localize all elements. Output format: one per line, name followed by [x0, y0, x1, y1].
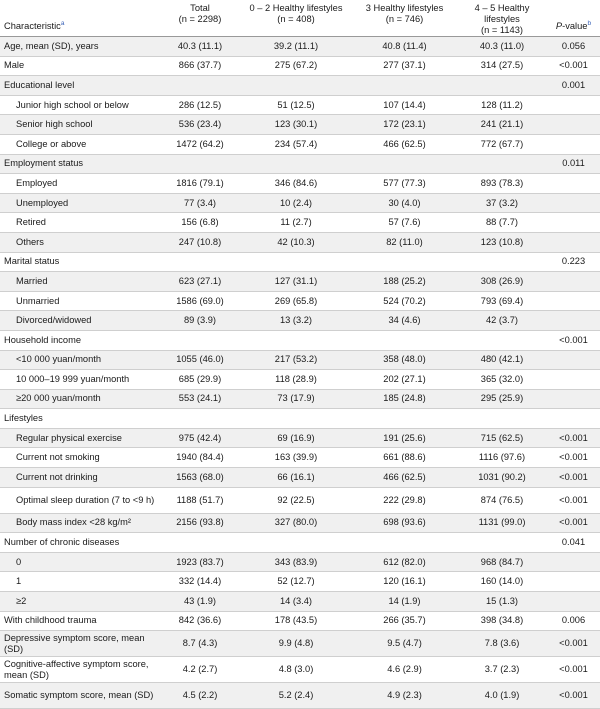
cell-group-3: 4.6 (2.9) [352, 657, 457, 683]
row-label: Educational level [0, 76, 160, 96]
cell-group-3: 40.8 (11.4) [352, 37, 457, 57]
header-group-0-2: 0 – 2 Healthy lifestyles (n = 408) [240, 0, 352, 37]
cell-p-value: <0.001 [547, 657, 600, 683]
cell-group-0-2 [240, 409, 352, 429]
cell-group-4-5 [457, 252, 547, 272]
cell-group-4-5 [457, 76, 547, 96]
cell-p-value [547, 115, 600, 135]
cell-group-4-5: 893 (78.3) [457, 174, 547, 194]
table-row [0, 193, 600, 213]
table-row [0, 428, 600, 448]
cell-group-0-2 [240, 330, 352, 350]
cell-group-3 [352, 330, 457, 350]
row-label: Somatic symptom score, mean (SD) [0, 683, 160, 709]
cell-p-value: 0.056 [547, 37, 600, 57]
row-label: Senior high school [0, 115, 160, 135]
row-label: Married [0, 272, 160, 292]
cell-total: 536 (23.4) [160, 115, 240, 135]
cell-group-0-2: 5.2 (2.4) [240, 683, 352, 709]
cell-group-3: 661 (88.6) [352, 448, 457, 468]
row-label: Body mass index <28 kg/m² [0, 513, 160, 533]
cell-total: 247 (10.8) [160, 232, 240, 252]
row-label: Divorced/widowed [0, 311, 160, 331]
table-row [0, 213, 600, 233]
row-label: College or above [0, 134, 160, 154]
cell-group-3: 277 (37.1) [352, 56, 457, 76]
row-label: Number of chronic diseases [0, 533, 160, 553]
cell-group-3: 4.9 (2.3) [352, 683, 457, 709]
cell-group-3 [352, 252, 457, 272]
cell-p-value [547, 552, 600, 572]
cell-group-3: 524 (70.2) [352, 291, 457, 311]
cell-group-0-2 [240, 252, 352, 272]
cell-total [160, 409, 240, 429]
table-row [0, 95, 600, 115]
table-row [0, 76, 600, 96]
header-total: Total (n = 2298) [160, 0, 240, 37]
cell-group-4-5: 968 (84.7) [457, 552, 547, 572]
cell-p-value: 0.001 [547, 76, 600, 96]
cell-group-0-2: 11 (2.7) [240, 213, 352, 233]
cell-total: 332 (14.4) [160, 572, 240, 592]
row-label: Junior high school or below [0, 95, 160, 115]
cell-group-4-5: 3.7 (2.3) [457, 657, 547, 683]
row-label: Age, mean (SD), years [0, 37, 160, 57]
cell-group-3: 34 (4.6) [352, 311, 457, 331]
cell-total [160, 533, 240, 553]
cell-group-4-5: 40.3 (11.0) [457, 37, 547, 57]
cell-group-3: 120 (16.1) [352, 572, 457, 592]
cell-group-4-5: 1131 (99.0) [457, 513, 547, 533]
cell-group-4-5: 295 (25.9) [457, 389, 547, 409]
cell-group-4-5: 1116 (97.6) [457, 448, 547, 468]
cell-group-3: 14 (1.9) [352, 592, 457, 612]
cell-total: 975 (42.4) [160, 428, 240, 448]
cell-group-0-2: 343 (83.9) [240, 552, 352, 572]
cell-group-0-2: 217 (53.2) [240, 350, 352, 370]
cell-p-value: <0.001 [547, 428, 600, 448]
cell-group-0-2: 118 (28.9) [240, 370, 352, 390]
cell-group-4-5 [457, 409, 547, 429]
table-row [0, 330, 600, 350]
table-row [0, 134, 600, 154]
table-row [0, 389, 600, 409]
cell-group-4-5: 4.0 (1.9) [457, 683, 547, 709]
cell-group-4-5: 398 (34.8) [457, 611, 547, 631]
table-row [0, 572, 600, 592]
cell-group-0-2: 92 (22.5) [240, 487, 352, 513]
cell-p-value [547, 311, 600, 331]
cell-group-0-2: 178 (43.5) [240, 611, 352, 631]
row-label: Current not drinking [0, 468, 160, 488]
cell-total: 2156 (93.8) [160, 513, 240, 533]
cell-p-value [547, 232, 600, 252]
cell-group-4-5 [457, 533, 547, 553]
row-label: 1 [0, 572, 160, 592]
row-label: Employment status [0, 154, 160, 174]
cell-total: 1586 (69.0) [160, 291, 240, 311]
cell-group-3: 107 (14.4) [352, 95, 457, 115]
cell-group-4-5: 715 (62.5) [457, 428, 547, 448]
row-label: Regular physical exercise [0, 428, 160, 448]
table-row [0, 468, 600, 488]
cell-total: 4.2 (2.7) [160, 657, 240, 683]
header-characteristic: Characteristic$^a$ [0, 0, 160, 37]
cell-group-4-5: 241 (21.1) [457, 115, 547, 135]
table-row [0, 657, 600, 683]
cell-p-value [547, 291, 600, 311]
header-total-n: (n = 2298) [178, 14, 222, 24]
cell-total: 43 (1.9) [160, 592, 240, 612]
table-row [0, 409, 600, 429]
cell-total: 40.3 (11.1) [160, 37, 240, 57]
cell-group-3 [352, 533, 457, 553]
table-row [0, 311, 600, 331]
table-row [0, 232, 600, 252]
cell-group-4-5: 365 (32.0) [457, 370, 547, 390]
table-row [0, 252, 600, 272]
cell-group-4-5: 874 (76.5) [457, 487, 547, 513]
cell-group-3: 172 (23.1) [352, 115, 457, 135]
cell-group-3: 612 (82.0) [352, 552, 457, 572]
cell-group-3: 577 (77.3) [352, 174, 457, 194]
cell-group-0-2: 9.9 (4.8) [240, 631, 352, 657]
cell-p-value [547, 572, 600, 592]
table-row [0, 272, 600, 292]
cell-group-0-2 [240, 76, 352, 96]
cell-p-value [547, 134, 600, 154]
table-body [0, 37, 600, 709]
cell-p-value [547, 592, 600, 612]
footnote-marker-b: b [587, 19, 592, 27]
table-row [0, 291, 600, 311]
cell-total: 1940 (84.4) [160, 448, 240, 468]
cell-group-0-2: 69 (16.9) [240, 428, 352, 448]
cell-group-4-5: 314 (27.5) [457, 56, 547, 76]
cell-group-3: 82 (11.0) [352, 232, 457, 252]
cell-total: 685 (29.9) [160, 370, 240, 390]
row-label: Unmarried [0, 291, 160, 311]
cell-p-value [547, 370, 600, 390]
cell-group-0-2: 10 (2.4) [240, 193, 352, 213]
cell-group-4-5: 42 (3.7) [457, 311, 547, 331]
cell-group-0-2 [240, 154, 352, 174]
cell-p-value [547, 409, 600, 429]
cell-group-0-2: 52 (12.7) [240, 572, 352, 592]
table-row [0, 370, 600, 390]
cell-group-0-2: 73 (17.9) [240, 389, 352, 409]
cell-group-3: 191 (25.6) [352, 428, 457, 448]
row-label: Lifestyles [0, 409, 160, 429]
table-row [0, 174, 600, 194]
row-label: ≥2 [0, 592, 160, 612]
cell-group-0-2: 13 (3.2) [240, 311, 352, 331]
table-row [0, 350, 600, 370]
table-row [0, 552, 600, 572]
cell-total: 8.7 (4.3) [160, 631, 240, 657]
cell-total: 1563 (68.0) [160, 468, 240, 488]
cell-p-value: <0.001 [547, 683, 600, 709]
cell-group-3: 188 (25.2) [352, 272, 457, 292]
cell-group-4-5: 308 (26.9) [457, 272, 547, 292]
cell-total: 553 (24.1) [160, 389, 240, 409]
cell-p-value [547, 389, 600, 409]
cell-group-0-2 [240, 533, 352, 553]
cell-group-0-2: 4.8 (3.0) [240, 657, 352, 683]
table-row [0, 513, 600, 533]
cell-group-3: 466 (62.5) [352, 468, 457, 488]
cell-group-3 [352, 76, 457, 96]
cell-group-3: 698 (93.6) [352, 513, 457, 533]
cell-group-3 [352, 409, 457, 429]
table-header-row [0, 0, 600, 37]
cell-group-0-2: 327 (80.0) [240, 513, 352, 533]
cell-p-value: 0.223 [547, 252, 600, 272]
cell-p-value: <0.001 [547, 330, 600, 350]
cell-group-4-5: 128 (11.2) [457, 95, 547, 115]
cell-group-4-5: 480 (42.1) [457, 350, 547, 370]
cell-p-value: <0.001 [547, 487, 600, 513]
table-row [0, 37, 600, 57]
row-label: 10 000–19 999 yuan/month [0, 370, 160, 390]
cell-total: 4.5 (2.2) [160, 683, 240, 709]
table-row [0, 115, 600, 135]
header-group-0-2-n: (n = 408) [277, 14, 315, 24]
cell-group-0-2: 14 (3.4) [240, 592, 352, 612]
cell-group-3: 222 (29.8) [352, 487, 457, 513]
cell-p-value: 0.006 [547, 611, 600, 631]
cell-total: 156 (6.8) [160, 213, 240, 233]
cell-p-value [547, 350, 600, 370]
cell-group-4-5: 7.8 (3.6) [457, 631, 547, 657]
cell-group-0-2: 269 (65.8) [240, 291, 352, 311]
cell-p-value [547, 174, 600, 194]
row-label: ≥20 000 yuan/month [0, 389, 160, 409]
table-row [0, 56, 600, 76]
row-label: Others [0, 232, 160, 252]
cell-group-0-2: 42 (10.3) [240, 232, 352, 252]
header-group-3-n: (n = 746) [385, 14, 424, 24]
row-label: Current not smoking [0, 448, 160, 468]
cell-total [160, 154, 240, 174]
header-group-4-5: 4 – 5 Healthy lifestyles (n = 1143) [457, 0, 547, 37]
cell-total: 77 (3.4) [160, 193, 240, 213]
cell-group-0-2: 123 (30.1) [240, 115, 352, 135]
cell-group-0-2: 51 (12.5) [240, 95, 352, 115]
table-row [0, 683, 600, 709]
cell-group-4-5: 160 (14.0) [457, 572, 547, 592]
cell-p-value: <0.001 [547, 468, 600, 488]
cell-group-0-2: 234 (57.4) [240, 134, 352, 154]
table-row [0, 611, 600, 631]
row-label: With childhood trauma [0, 611, 160, 631]
cell-group-0-2: 346 (84.6) [240, 174, 352, 194]
cell-group-4-5: 793 (69.4) [457, 291, 547, 311]
cell-total: 1816 (79.1) [160, 174, 240, 194]
cell-group-4-5: 1031 (90.2) [457, 468, 547, 488]
table-row [0, 533, 600, 553]
cell-group-3: 185 (24.8) [352, 389, 457, 409]
header-group-3: 3 Healthy lifestyles (n = 746) [352, 0, 457, 37]
cell-total: 1188 (51.7) [160, 487, 240, 513]
footnote-marker-a: a [60, 19, 65, 27]
cell-group-4-5 [457, 154, 547, 174]
row-label: Employed [0, 174, 160, 194]
cell-total: 1923 (83.7) [160, 552, 240, 572]
row-label: <10 000 yuan/month [0, 350, 160, 370]
row-label: Marital status [0, 252, 160, 272]
cell-p-value [547, 272, 600, 292]
cell-group-3: 9.5 (4.7) [352, 631, 457, 657]
cell-group-3: 202 (27.1) [352, 370, 457, 390]
cell-total [160, 252, 240, 272]
cell-p-value [547, 95, 600, 115]
table-row [0, 448, 600, 468]
cell-p-value: <0.001 [547, 513, 600, 533]
cell-p-value [547, 213, 600, 233]
cell-p-value: 0.041 [547, 533, 600, 553]
cell-group-4-5 [457, 330, 547, 350]
row-label: Depressive symptom score, mean (SD) [0, 631, 160, 657]
cell-group-3: 466 (62.5) [352, 134, 457, 154]
cell-group-3: 57 (7.6) [352, 213, 457, 233]
cell-group-0-2: 275 (67.2) [240, 56, 352, 76]
cell-total: 623 (27.1) [160, 272, 240, 292]
row-label: Unemployed [0, 193, 160, 213]
row-label: Cognitive-affective symptom score, mean (SD) [0, 657, 160, 683]
cell-total: 866 (37.7) [160, 56, 240, 76]
cell-p-value: <0.001 [547, 448, 600, 468]
cell-group-4-5: 37 (3.2) [457, 193, 547, 213]
cell-group-0-2: 39.2 (11.1) [240, 37, 352, 57]
cell-total: 89 (3.9) [160, 311, 240, 331]
cell-total [160, 330, 240, 350]
cell-p-value: <0.001 [547, 56, 600, 76]
cell-group-4-5: 15 (1.3) [457, 592, 547, 612]
row-label: 0 [0, 552, 160, 572]
row-label: Retired [0, 213, 160, 233]
row-label: Male [0, 56, 160, 76]
cell-total: 842 (36.6) [160, 611, 240, 631]
cell-group-0-2: 66 (16.1) [240, 468, 352, 488]
table-row [0, 631, 600, 657]
table-row [0, 592, 600, 612]
cell-group-0-2: 163 (39.9) [240, 448, 352, 468]
cell-group-3: 30 (4.0) [352, 193, 457, 213]
cell-group-3 [352, 154, 457, 174]
table-row [0, 154, 600, 174]
cell-total: 286 (12.5) [160, 95, 240, 115]
cell-group-4-5: 772 (67.7) [457, 134, 547, 154]
cell-group-3: 266 (35.7) [352, 611, 457, 631]
cell-p-value: 0.011 [547, 154, 600, 174]
row-label: Optimal sleep duration (7 to <9 h) [0, 487, 160, 513]
cell-total: 1055 (46.0) [160, 350, 240, 370]
header-group-4-5-n: (n = 1143) [481, 25, 523, 35]
cell-group-0-2: 127 (31.1) [240, 272, 352, 292]
cell-group-4-5: 88 (7.7) [457, 213, 547, 233]
cell-group-4-5: 123 (10.8) [457, 232, 547, 252]
cell-p-value [547, 193, 600, 213]
cell-total [160, 76, 240, 96]
cell-total: 1472 (64.2) [160, 134, 240, 154]
row-label: Household income [0, 330, 160, 350]
cell-group-3: 358 (48.0) [352, 350, 457, 370]
header-p-value: P-value$^b$ [547, 0, 600, 37]
cell-p-value: <0.001 [547, 631, 600, 657]
table-row [0, 487, 600, 513]
